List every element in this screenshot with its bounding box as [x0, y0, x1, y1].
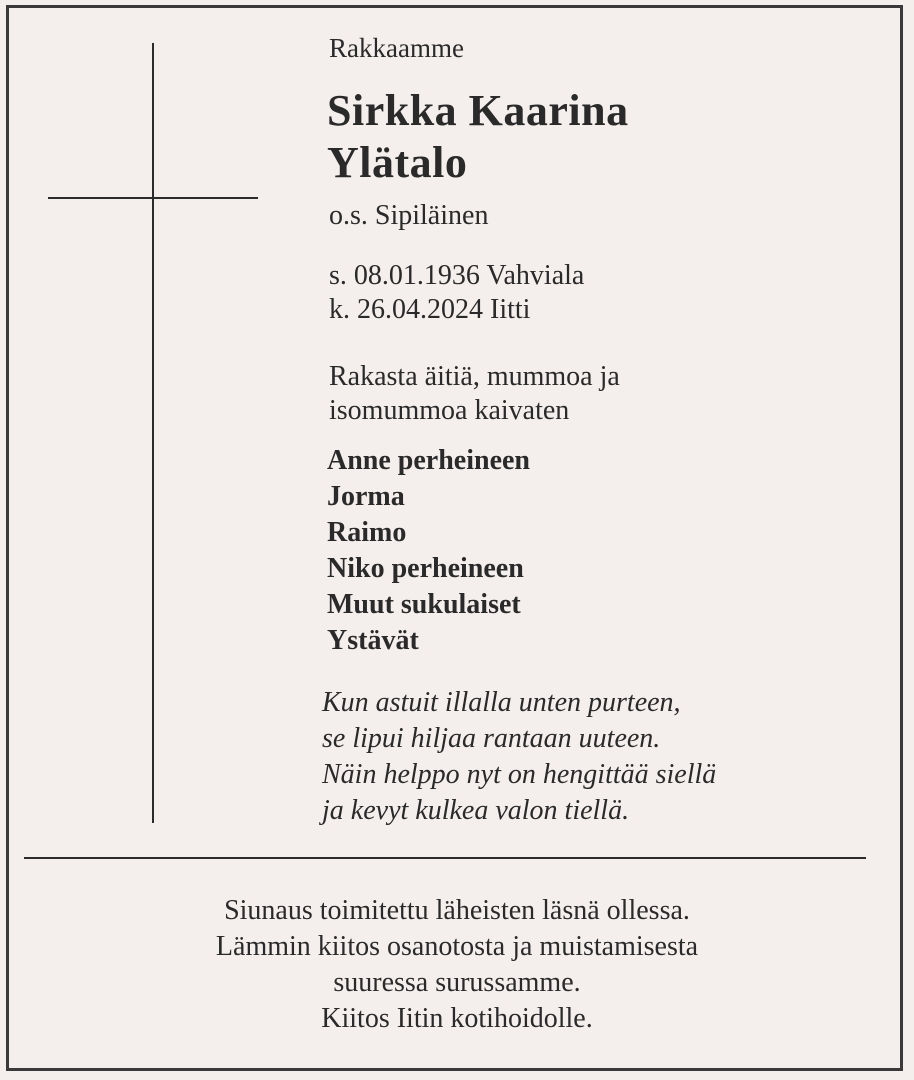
cross-horizontal-bar — [48, 197, 258, 199]
maiden-name: o.s. Sipiläinen — [329, 200, 489, 231]
poem-line: Kun astuit illalla unten purteen, — [322, 687, 681, 718]
footer-line: suuressa surussamme. — [333, 967, 581, 998]
mourning-line: Rakasta äitiä, mummoa ja — [329, 361, 620, 392]
name-first: Sirkka Kaarina — [327, 86, 629, 135]
survivor-item: Muut sukulaiset — [327, 589, 521, 620]
poem-line: ja kevyt kulkea valon tiellä. — [322, 795, 630, 826]
footer-line: Kiitos Iitin kotihoidolle. — [321, 1003, 593, 1034]
poem-line: Näin helppo nyt on hengittää siellä — [322, 759, 717, 790]
name-last: Ylätalo — [327, 138, 468, 187]
cross-vertical-bar — [152, 43, 154, 823]
footer-line: Lämmin kiitos osanotosta ja muistamisesta — [215, 931, 699, 962]
section-divider — [24, 857, 866, 859]
survivor-item: Niko perheineen — [327, 553, 524, 584]
footer-text — [0, 893, 914, 1037]
mourning-line: isomummoa kaivaten — [329, 395, 570, 426]
birth-date: s. 08.01.1936 Vahviala — [329, 260, 585, 291]
life-dates — [329, 259, 584, 327]
memorial-poem — [322, 685, 716, 829]
intro-text: Rakkaamme — [329, 33, 464, 63]
survivors-list — [327, 443, 530, 659]
survivor-item: Ystävät — [327, 625, 419, 656]
mourning-text — [329, 360, 620, 428]
death-date: k. 26.04.2024 Iitti — [329, 294, 531, 325]
survivor-item: Raimo — [327, 517, 407, 548]
poem-line: se lipui hiljaa rantaan uuteen. — [322, 723, 661, 754]
survivor-item: Jorma — [327, 481, 405, 512]
deceased-name — [327, 85, 629, 189]
survivor-item: Anne perheineen — [327, 445, 530, 476]
footer-line: Siunaus toimitettu läheisten läsnä ollessa. — [224, 895, 690, 926]
